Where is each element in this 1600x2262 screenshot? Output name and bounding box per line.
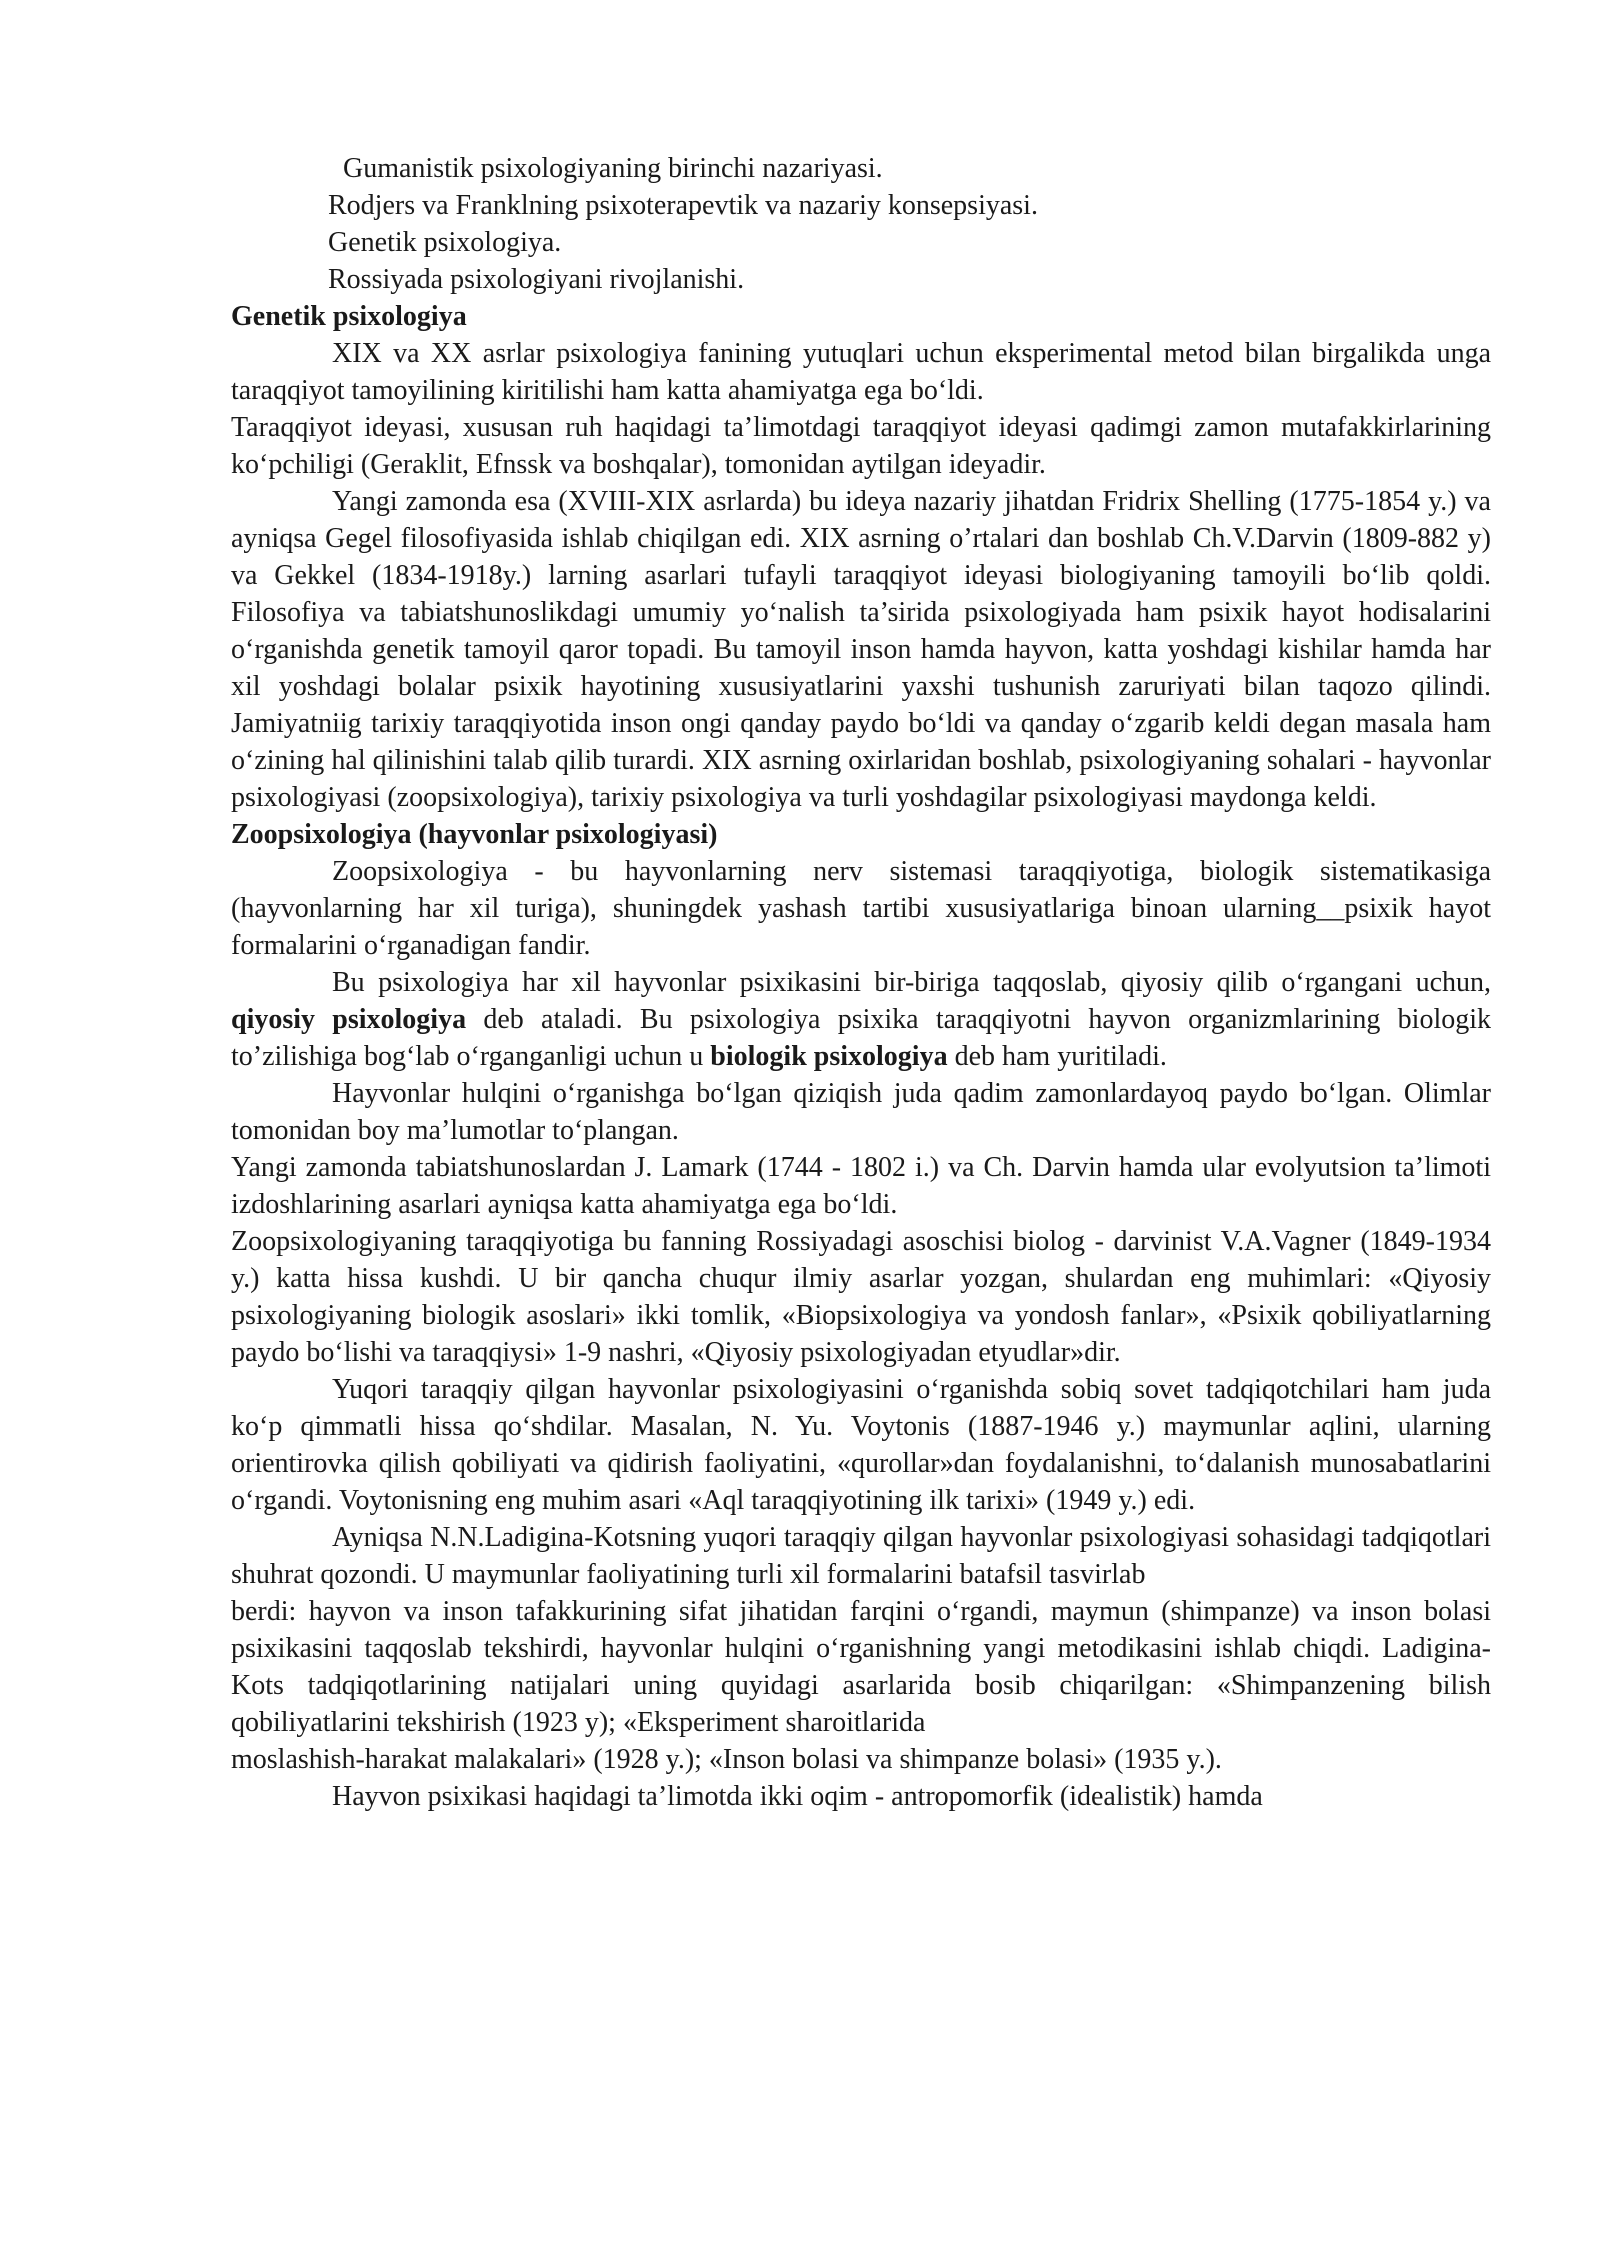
paragraph: berdi: hayvon va inson tafakkurining sifat jihatidan farqini o‘rgandi, maymun (shimpanze) va inson bolasi psixikasini taqqoslab tekshirdi, hayvonlar hulqini o‘rganishning yangi metodikasini ishlab chiqdi. Ladigina-Kots tadqiqotlarining natijalari uning quyidagi asarlarida bosib chiqarilgan: «Shimpanzening bilish qobiliyatlarini tekshirish (1923 y); «Eksperiment sharoitlarida [231,1596,1491,1738]
paragraph: Yangi zamonda esa (XVIII-XIX asrlarda) bu ideya nazariy jihatdan Fridrix Shelling (1775-1854 y.) va ayniqsa Gegel filosofiyasida ishlab chiqilgan edi. XIX asrning o’rtalari dan boshlab Ch.V.Darvin (1809-882 y) va Gekkel (1834-1918y.) larning asarlari tufayli taraqqiyot ideyasi biologiyaning tamoyili bo‘lib qoldi. Filosofiya va tabiatshunoslikdagi umumiy yo‘nalish ta’sirida psixologiyada ham psixik hayot hodisalarini o‘rganishda genetik tamoyil qaror topadi. Bu tamoyil inson hamda hayvon, katta yoshdagi kishilar hamda har xil yoshdagi bolalar psixik hayotining xususiyatlarini yaxshi tushunish zaruriyati bilan taqozo qilindi. Jamiyatniig tarixiy taraqqiyotida inson ongi qanday paydo bo‘ldi va qanday o‘zgarib keldi degan masala ham o‘zining hal qilinishini talab qilib turardi. XIX asrning oxirlaridan boshlab, psixologiyaning sohalari - hayvonlar psixologiyasi (zoopsixologiya), tarixiy psixologiya va turli yoshdagilar psixologiyasi maydonga keldi. [231,486,1491,813]
paragraph: Taraqqiyot ideyasi, xususan ruh haqidagi ta’limotdagi taraqqiyot ideyasi qadimgi zamon mutafakkirlarining ko‘pchiligi (Geraklit, Efnssk va boshqalar), tomonidan aytilgan ideyadir. [231,412,1491,480]
section-heading: Zoopsixologiya (hayvonlar psixologiyasi) [231,819,718,850]
paragraph [231,964,1491,1075]
paragraph: Zoopsixologiyaning taraqqiyotiga bu fanning Rossiyadagi asoschisi biolog - darvinist V.A.Vagner (1849-1934 y.) katta hissa kushdi. U bir qancha chuqur ilmiy asarlar yozgan, shulardan eng muhimlari: «Qiyosiy psixologiyaning biologik asoslari» ikki tomlik, «Biopsixologiya va yondosh fanlar», «Psixik qobiliyatlarning paydo bo‘lishi va taraqqiysi» 1-9 nashri, «Qiyosiy psixologiyadan etyudlar»dir. [231,1226,1491,1368]
paragraph: Hayvonlar hulqini o‘rganishga bo‘lgan qiziqish juda qadim zamonlardayoq paydo bo‘lgan. Olimlar tomonidan boy ma’lumotlar to‘plangan. [231,1078,1491,1146]
paragraph: Yangi zamonda tabiatshunoslardan J. Lamark (1744 - 1802 i.) va Ch. Darvin hamda ular evolyutsion ta’limoti izdoshlarining asarlari ayniqsa katta ahamiyatga ega bo‘ldi. [231,1152,1491,1220]
section-heading: Genetik psixologiya [231,301,467,332]
topic-item: Genetik psixologiya. [328,227,562,258]
text-run: deb ham yuritiladi. [947,1041,1167,1072]
text-run: Bu psixologiya har xil hayvonlar psixikasini bir-biriga taqqoslab, qiyosiy qilib o‘rgangani uchun, [332,967,1491,998]
text-run: deb ataladi. Bu psixologiya psixika taraqqiyotni hayvon organizmlarining biologik to’zilishiga bog‘lab o‘rganganligi uchun u [231,1004,1491,1072]
topic-item: Gumanistik psixologiyaning birinchi nazariyasi. [343,153,883,184]
topic-list [231,150,1491,298]
paragraph: XIX va XX asrlar psixologiya fanining yutuqlari uchun eksperimental metod bilan birgalikda unga taraqqiyot tamoyilining kiritilishi ham katta ahamiyatga ega bo‘ldi. [231,338,1491,406]
bold-term: biologik psixologiya [710,1041,948,1072]
document-page [231,150,1491,1815]
paragraph: Ayniqsa N.N.Ladigina-Kotsning yuqori taraqqiy qilgan hayvonlar psixologiyasi sohasidagi tadqiqotlari shuhrat qozondi. U maymunlar faoliyatining turli xil formalarini batafsil tasvirlab [231,1522,1491,1590]
topic-item: Rossiyada psixologiyani rivojlanishi. [328,264,745,295]
paragraph: Yuqori taraqqiy qilgan hayvonlar psixologiyasini o‘rganishda sobiq sovet tadqiqotchilari ham juda ko‘p qimmatli hissa qo‘shdilar. Masalan, N. Yu. Voytonis (1887-1946 y.) maymunlar aqlini, ularning orientirovka qilish qobiliyati va qidirish faoliyatini, «qurollar»dan foydalanishni, to‘dalanish munosabatlarini o‘rgandi. Voytonisning eng muhim asari «Aql taraqqiyotining ilk tarixi» (1949 y.) edi. [231,1374,1491,1516]
topic-item: Rodjers va Franklning psixoterapevtik va nazariy konsepsiyasi. [328,190,1038,221]
paragraph: moslashish-harakat malakalari» (1928 y.); «Inson bolasi va shimpanze bolasi» (1935 y.). [231,1744,1222,1775]
paragraph: Hayvon psixikasi haqidagi ta’limotda ikki oqim - antropomorfik (idealistik) hamda [332,1781,1263,1812]
paragraph: Zoopsixologiya - bu hayvonlarning nerv sistemasi taraqqiyotiga, biologik sistematikasiga (hayvonlarning har xil turiga), shuningdek yashash tartibi xususiyatlariga binoan ularning__psixik hayot formalarini o‘rganadigan fandir. [231,856,1491,961]
bold-term: qiyosiy psixologiya [231,1004,467,1035]
